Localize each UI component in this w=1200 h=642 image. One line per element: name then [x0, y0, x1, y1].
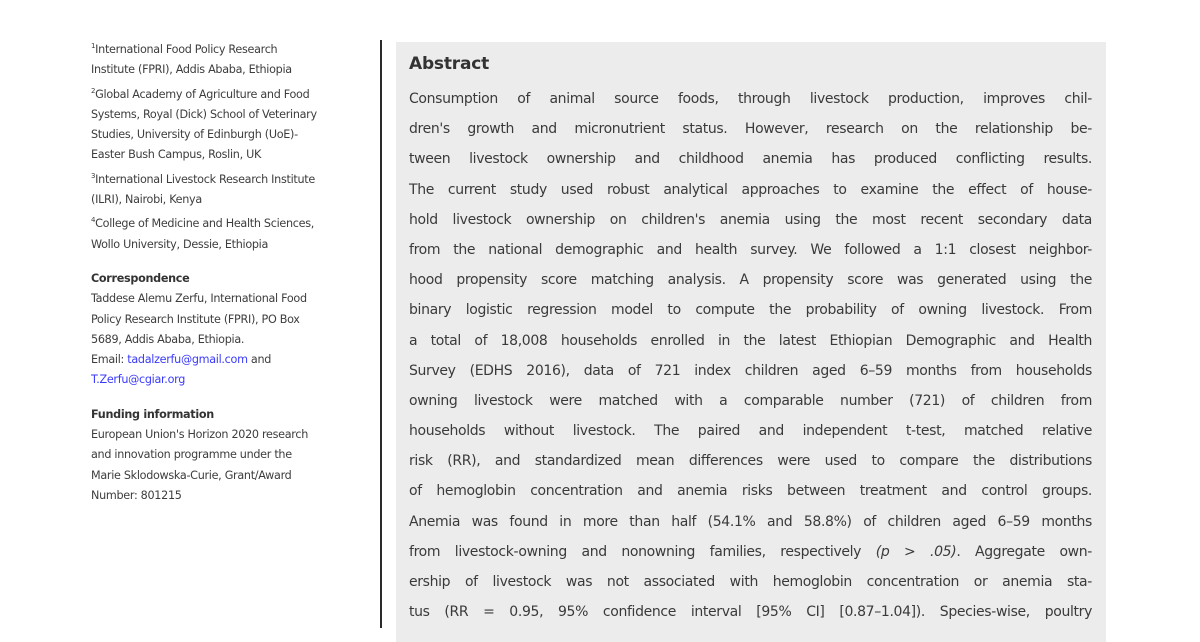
affiliation-line: College of Medicine and Health Sciences,	[95, 217, 314, 231]
funding-line: European Union's Horizon 2020 research	[91, 428, 308, 442]
affiliation-line: Easter Bush Campus, Roslin, UK	[91, 148, 262, 162]
funding-line: Number: 801215	[91, 488, 182, 502]
affiliation-4	[91, 214, 371, 255]
abstract-text	[409, 84, 1092, 627]
funding-heading: Funding information	[91, 407, 214, 421]
abstract-line: risk (RR), and standardized mean differences were used to compare the distributions	[409, 453, 1092, 470]
affiliation-line: (ILRI), Nairobi, Kenya	[91, 193, 202, 207]
abstract-line: ership of livestock was not associated with hemoglobin concentration or anemia sta-	[409, 574, 1092, 590]
affiliation-number: 4	[91, 216, 96, 225]
affiliation-2	[91, 85, 371, 166]
abstract-line: owning livestock were matched with a comparable number (721) of children from	[409, 392, 1092, 409]
affiliation-line: Studies, University of Edinburgh (UoE)-	[91, 128, 298, 142]
affiliation-line: Global Academy of Agriculture and Food	[95, 87, 310, 101]
abstract-line: binary logistic regression model to compute the probability of owning livestock. From	[409, 302, 1092, 319]
abstract-line-tail: . Aggregate own-	[956, 543, 1092, 560]
abstract-line: Survey (EDHS 2016), data of 721 index children aged 6–59 months from households	[409, 362, 1092, 379]
funding-line: Marie Sklodowska-Curie, Grant/Award	[91, 468, 292, 482]
and-text: and	[247, 353, 272, 367]
abstract-line: from the national demographic and health survey. We followed a 1:1 closest neighbor-	[409, 241, 1092, 258]
abstract-line: a total of 18,008 households enrolled in the latest Ethiopian Demographic and Health	[409, 332, 1092, 349]
email-link-cgiar[interactable]: T.Zerfu@cgiar.org	[91, 373, 186, 387]
abstract-line: tween livestock ownership and childhood anemia has produced conflicting results.	[409, 151, 1092, 168]
affiliation-number: 2	[91, 86, 96, 95]
p-value: (p > .05)	[875, 543, 957, 560]
abstract-line: The current study used robust analytical approaches to examine the effect of house-	[409, 181, 1092, 198]
email-link-gmail[interactable]: tadalzerfu@gmail.com	[127, 353, 248, 367]
abstract-line: dren's growth and micronutrient status. However, research on the relationship be-	[409, 121, 1092, 138]
affiliation-number: 3	[91, 171, 96, 180]
abstract-line: hood propensity score matching analysis. A propensity score was generated using the	[409, 272, 1092, 289]
affiliation-number: 1	[91, 42, 96, 50]
correspondence-line: Taddese Alemu Zerfu, International Food	[91, 292, 307, 306]
abstract-line: households without livestock. The paired and independent t-test, matched relative	[409, 423, 1092, 440]
correspondence-heading: Correspondence	[91, 271, 190, 285]
abstract-heading: Abstract	[409, 54, 490, 74]
email-label: Email:	[91, 353, 128, 367]
abstract-line-head: from livestock-owning and nonowning families, respectively	[409, 543, 876, 560]
abstract-line: of hemoglobin concentration and anemia risks between treatment and control groups.	[409, 483, 1092, 500]
column-divider	[380, 40, 382, 628]
funding-block	[91, 405, 371, 506]
affiliation-line: Systems, Royal (Dick) School of Veterinary	[91, 107, 317, 121]
abstract-line: hold livestock ownership on children's anemia using the most recent secondary data	[409, 211, 1092, 228]
abstract-line: Consumption of animal source foods, through livestock production, improves chil-	[409, 91, 1092, 107]
affiliation-line: International Livestock Research Institute	[95, 172, 315, 186]
abstract-line: Anemia was found in more than half (54.1% and 58.8%) of children aged 6–59 months	[409, 513, 1092, 530]
abstract-line: tus (RR = 0.95, 95% confidence interval [95% CI] [0.87–1.04]). Species-wise, poultry	[409, 604, 1092, 621]
correspondence-line: Policy Research Institute (FPRI), PO Box	[91, 312, 300, 326]
affiliation-line: International Food Policy Research	[95, 43, 278, 56]
affiliation-line: Wollo University, Dessie, Ethiopia	[91, 237, 269, 251]
funding-line: and innovation programme under the	[91, 448, 292, 462]
correspondence-line: 5689, Addis Ababa, Ethiopia.	[91, 332, 245, 346]
abstract-line-mixed	[409, 537, 1092, 567]
affiliation-1	[91, 40, 371, 81]
affiliation-3	[91, 170, 371, 211]
correspondence-block	[91, 269, 371, 391]
affiliation-line: Institute (FPRI), Addis Ababa, Ethiopia	[91, 63, 292, 77]
article-sidebar	[91, 40, 371, 506]
